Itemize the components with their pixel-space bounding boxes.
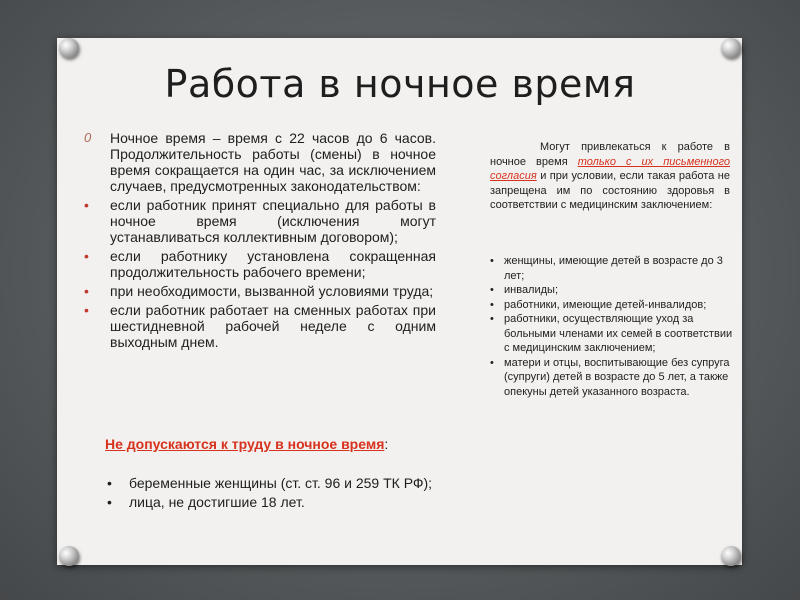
list-item: • матери и отцы, воспитывающие без супруга (супруги) детей в возрасте до 5 лет, а также опекуны детей указанного возраста.: [490, 356, 740, 400]
consent-highlight: только с их письменного согласия: [490, 155, 730, 182]
bullet-marker: •: [84, 197, 89, 213]
intro-text-2: и при условии, если такая работа не запрещена им по состоянию здоровья в соответствии с медицинским заключением:: [490, 170, 730, 211]
bullet-marker: •: [84, 248, 89, 264]
list-item-text: если работник принят специально для работы в ночное время (исключения могут устанавливаться коллективным договором);: [110, 197, 436, 245]
left-column: [84, 130, 436, 353]
pin-bottom-left: [59, 546, 79, 566]
list-marker: 0: [84, 130, 92, 145]
list-item: [84, 130, 436, 194]
list-item: [84, 197, 436, 245]
list-item-text: если работник работает на сменных работах при шестидневной рабочей неделе с одним выходным днем.: [110, 302, 436, 350]
intro-text-1: Могут привлекаться к работе в ночное время: [490, 141, 730, 168]
right-intro: [490, 140, 730, 213]
pin-top-left: [59, 38, 79, 58]
list-item: • работники, осуществляющие уход за больными членами их семей в соответствии с медицинским заключением;: [490, 312, 740, 356]
list-item-text: при необходимости, вызванной условиями труда;: [110, 283, 434, 299]
not-allowed-list: [107, 475, 437, 513]
right-list: [490, 254, 740, 399]
bullet-marker: •: [84, 302, 89, 318]
not-allowed-heading: [105, 436, 388, 452]
list-item-text: Ночное время – время с 22 часов до 6 часов. Продолжительность работы (смены) в ночное время сокращается на один час, за исключением случаев, предусмотренных законодательством:: [110, 130, 436, 194]
bullet-marker: •: [84, 283, 89, 299]
list-item: [84, 283, 436, 299]
list-item: [84, 248, 436, 280]
list-item: • беременные женщины (ст. ст. 96 и 259 ТК РФ);: [107, 475, 437, 492]
list-item: • женщины, имеющие детей в возрасте до 3 лет;: [490, 254, 740, 283]
list-item: • инвалиды;: [490, 283, 740, 298]
list-item: [84, 302, 436, 350]
heading-colon: :: [384, 436, 389, 452]
list-item: • лица, не достигшие 18 лет.: [107, 494, 437, 511]
list-item: • работники, имеющие детей-инвалидов;: [490, 298, 740, 313]
pin-top-right: [721, 38, 741, 58]
not-allowed-heading-text: Не допускаются к труду в ночное время: [105, 436, 385, 452]
list-item-text: если работнику установлена сокращенная продолжительность рабочего времени;: [110, 248, 436, 280]
pin-bottom-right: [721, 546, 741, 566]
slide-title: Работа в ночное время: [164, 62, 636, 106]
